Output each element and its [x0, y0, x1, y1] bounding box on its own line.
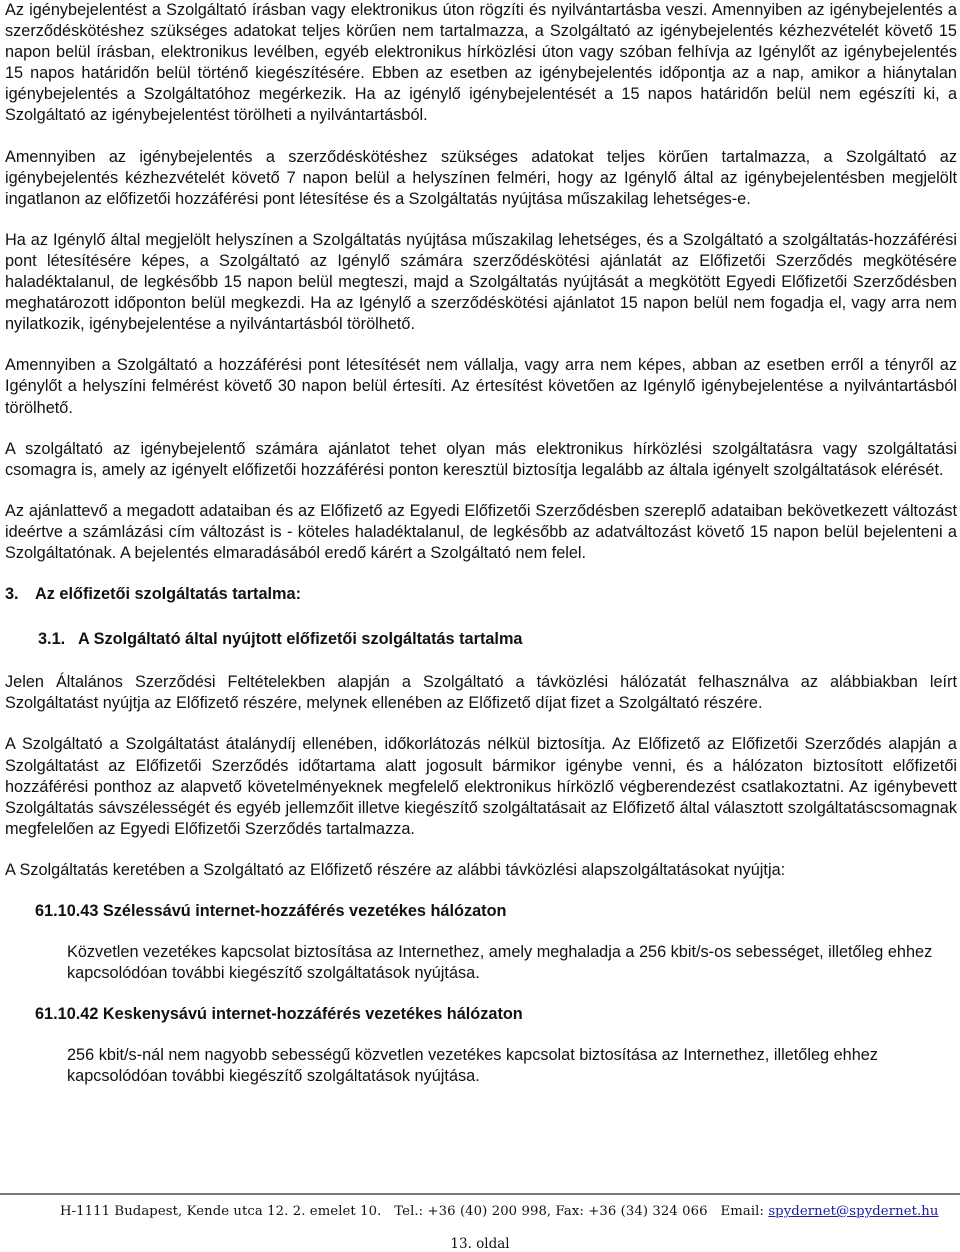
- service-body-broadband: Közvetlen vezetékes kapcsolat biztosítása az Internethez, amely meghaladja a 256 kbit/s-os sebességet, illetőleg ehhez kapcsolódóan további kiegészítő szolgáltatások nyújtása.: [67, 943, 933, 983]
- paragraph-registration: Az igénybejelentést a Szolgáltató írásban vagy elektronikus úton rögzíti és nyilvántartásba veszi. Amennyiben az igénybejelentés a szerződéskötéshez szükséges adatokat teljes körűen nem tartalmazza, a Szolgáltató az igénybejelentés kézhezvételét követő 15 napon belül írásban, elektronikus levélben, egyéb elektronikus hírközlési úton vagy szóban felhívja az Igénylőt az igénybejelentés 15 napos határidőn belül történő kiegészítésére. Ebben az esetben az igénybejelentés időpontja az a nap, amikor a hiánytalan igénybejelentés a Szolgáltatóhoz megérkezik. Ha az igénylő igénybejelentését a 15 napos határidőn belül nem egészíti ki, a Szolgáltató az igénybejelentést törölheti a nyilvántartásból.: [5, 1, 957, 125]
- section-title: Az előfizetői szolgáltatás tartalma:: [35, 585, 301, 604]
- paragraph-site-survey: Amennyiben az igénybejelentés a szerződéskötéshez szükséges adatokat teljes körűen tartalmazza, a Szolgáltató az igénybejelentés kézhezvételét követő 7 napon belül a helyszínen felméri, hogy az Igénylő által az igénybejelentésben megjelölt ingatlanon az előfizetői hozzáférési pont létesítése és a Szolgáltatás nyújtása műszakilag lehetséges-e.: [5, 147, 957, 208]
- subsection-number: 3.1.: [38, 630, 66, 649]
- paragraph-alternative-offer: A szolgáltató az igénybejelentő számára ajánlatot tehet olyan más elektronikus hírközlési szolgáltatásra vagy szolgáltatási csomagra is, amely az igényelt előfizetői hozzáférési ponton keresztül biztosítja legalább az általa igényelt szolgáltatások elérését.: [5, 439, 957, 479]
- footer-email-link[interactable]: spydernet@spydernet.hu: [768, 1204, 939, 1219]
- paragraph-service-list-intro: A Szolgáltatás keretében a Szolgáltató az Előfizető részére az alábbi távközlési alapszolgáltatásokat nyújtja:: [5, 860, 786, 879]
- subsection-title: A Szolgáltató által nyújtott előfizetői szolgáltatás tartalma: [78, 630, 523, 649]
- paragraph-flat-fee: A Szolgáltató a Szolgáltatást átalánydíj ellenében, időkorlátozás nélkül biztosítja. Az Előfizető az Előfizetői Szerződés alapján a Szolgáltatást az Előfizetői Szerződés időtartama alatt jogosult bármikor igénybe venni, és a hálózaton biztosított előfizetői hozzáférési ponthoz az alapvető követelményeknek megfelelő elektronikus hírközlő végberendezést csatlakoztatni. Az igénybevett Szolgáltatás sávszélességét és egyéb jellemzőit illetve kiegészítő szolgáltatásait az Előfizető által választott szolgáltatáscsomagnak megfelelően az Egyedi Előfizetői Szerződés tartalmazza.: [5, 735, 957, 838]
- section-number: 3.: [5, 585, 19, 604]
- document-body: [5, 0, 957, 1108]
- footer-address: H-1111 Budapest, Kende utca 12. 2. emelet 10.: [60, 1204, 382, 1219]
- service-title-broadband: 61.10.43 Szélessávú internet-hozzáférés vezetékes hálózaton: [35, 902, 507, 920]
- page-footer: [60, 1204, 950, 1219]
- subsection-heading-3-1: [38, 629, 957, 650]
- service-body-narrowband: 256 kbit/s-nál nem nagyobb sebességű közvetlen vezetékes kapcsolat biztosítása az Internethez, illetőleg ehhez kapcsolódóan további kiegészítő szolgáltatások nyújtása.: [67, 1046, 878, 1086]
- paragraph-data-change: Az ajánlattevő a megadott adataiban és az Előfizető az Egyedi Előfizetői Szerződésben szereplő adataiban bekövetkezett változást ideértve a számlázási cím változást is - köteles haladéktalanul, de legkésőbb az adatváltozást követő 15 napon belül bejelenteni a Szolgáltatónak. A bejelentés elmaradásából eredő kárért a Szolgáltató nem felel.: [5, 501, 957, 562]
- service-title-narrowband: 61.10.42 Keskenysávú internet-hozzáférés vezetékes hálózaton: [35, 1005, 523, 1024]
- paragraph-refusal-notice: Amennyiben a Szolgáltató a hozzáférési pont létesítését nem vállalja, vagy arra nem képes, abban az esetben erről a tényről az Igénylőt a helyszíni felmérést követő 30 napon belül értesíti. Az értesítést követően az Igénylő igénybejelentése a nyilvántartásból törölhető.: [5, 356, 957, 417]
- footer-phone: Tel.: +36 (40) 200 998, Fax: +36 (34) 324 066: [394, 1204, 708, 1219]
- section-heading-3: [5, 584, 957, 605]
- paragraph-contract-offer: Ha az Igénylő által megjelölt helyszínen a Szolgáltatás nyújtása műszakilag lehetséges, és a Szolgáltató a szolgáltatás-hozzáférési pont létesítésére képes, a Szolgáltató az Igénylő számára szerződéskötési ajánlatát az Előfizetői Szerződés megkötésére haladéktalanul, de legkésőbb 15 napon belül megteszi, majd a Szolgáltatás nyújtását a megkötött Egyedi Előfizetői Szerződésben meghatározott időponton belül megkezdi. Ha az Igénylő a szerződéskötési ajánlatot 15 napon belül nem fogadja el, vagy arra nem nyilatkozik, igénybejelentése a nyilvántartásból törölhető.: [5, 230, 957, 334]
- page-number: 13. oldal: [450, 1236, 510, 1252]
- footer-email-label: Email:: [720, 1204, 765, 1219]
- paragraph-service-basis: Jelen Általános Szerződési Feltételekben alapján a Szolgáltató a távközlési hálózatát felhasználva az alábbiakban leírt Szolgáltatást nyújtja az Előfizető részére, melynek ellenében az Előfizető díjat fizet a Szolgáltató részére.: [5, 673, 957, 713]
- footer-divider: [0, 1193, 960, 1195]
